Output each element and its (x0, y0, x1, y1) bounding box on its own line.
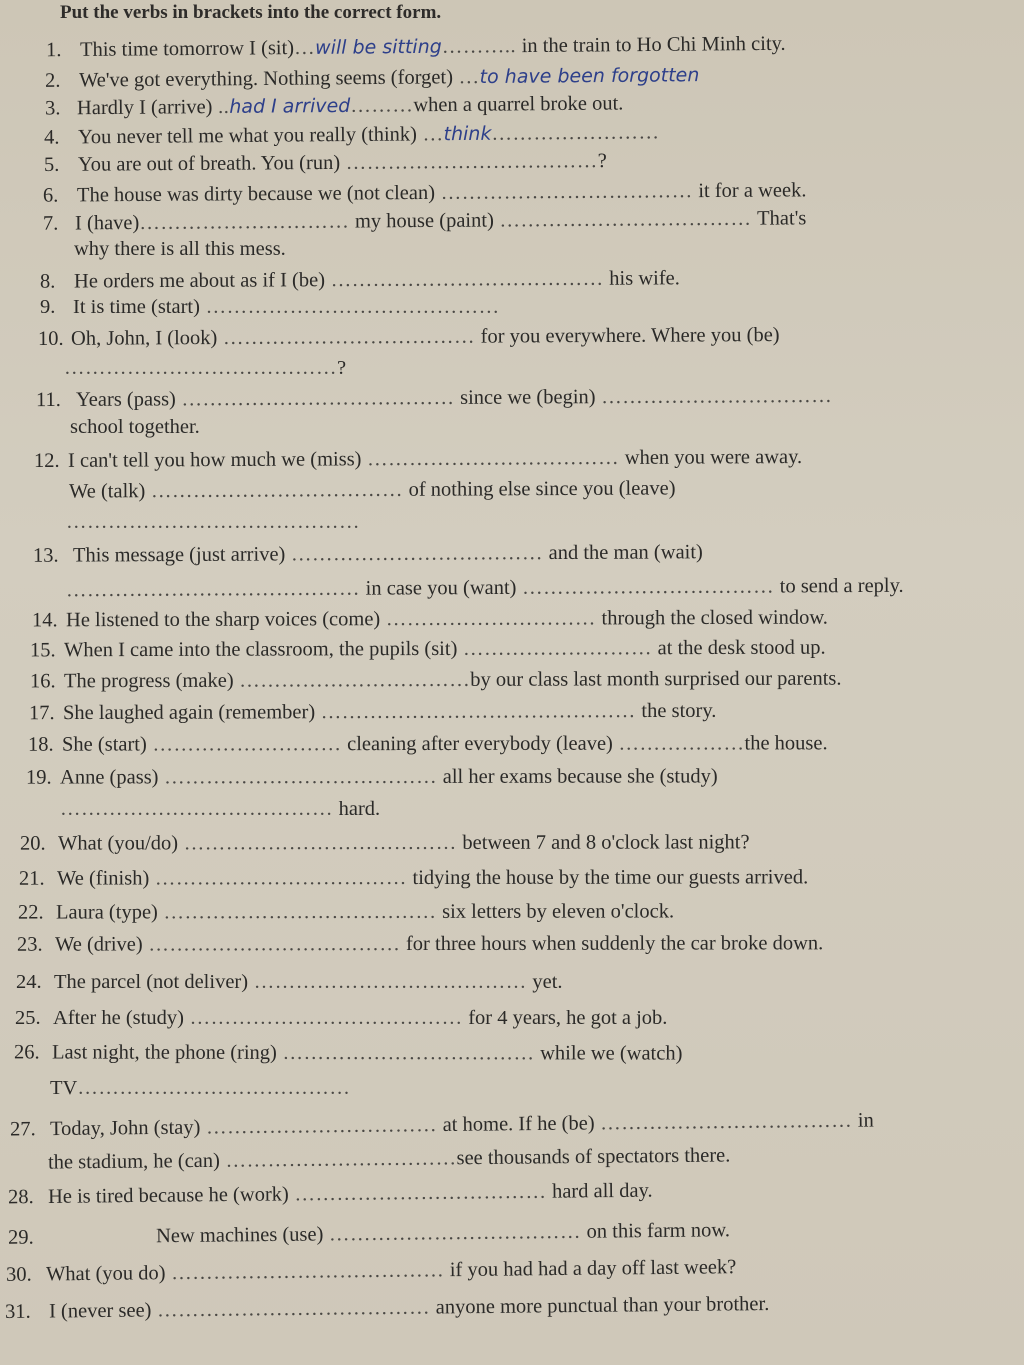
question-13: 13. This message (just arrive) ……………………………… and the man (wait) (32, 541, 703, 567)
question-15: 15. When I came into the classroom, the pupils (sit) ……………………… at the desk stood up. (29, 636, 826, 662)
question-7-continued (74, 236, 286, 262)
question-text: What (you do) (45, 1262, 166, 1286)
question-text-end: the house. (744, 732, 828, 755)
question-text-continued-end: of nothing else since you (leave) (408, 477, 676, 501)
question-16: 16. The progress (make) ……………………………by our class last month surprised our parents. (29, 667, 842, 693)
question-text-end: and the man (wait) (548, 541, 703, 565)
question-text: The house was dirty because we (not clean) (76, 181, 436, 207)
question-text: The progress (make) (63, 669, 234, 693)
question-text-end: all her exams because she (study) (442, 765, 718, 788)
question-31: 31. I (never see) ………………………………… anyone more punctual than your brother. (4, 1292, 770, 1324)
handwritten-answer: will be sitting (315, 35, 442, 59)
question-text: Last night, the phone (ring) (51, 1041, 277, 1064)
question-text-end: on this farm now. (586, 1219, 731, 1243)
question-text-end: anyone more punctual than your brother. (435, 1292, 770, 1319)
question-text: I can't tell you how much we (miss) (67, 448, 362, 472)
question-24: 24. The parcel (not deliver) ………………………………… yet. (16, 971, 563, 993)
handwritten-answer: think (443, 122, 492, 146)
question-text-end: in the train to Ho Chi Minh city. (521, 32, 786, 58)
question-20: 20. What (you/do) ………………………………… between 7 and 8 o'clock last night? (19, 831, 750, 855)
question-6: 6. The house was dirty because we (not clean) ……………………………… it for a week. (42, 179, 807, 207)
question-1: 1. This time tomorrow I (sit)…will be sitting……….. in the train to Ho Chi Minh city. (45, 32, 786, 62)
question-text-end: between 7 and 8 o'clock last night? (462, 831, 750, 854)
question-text-end: for three hours when suddenly the car broke down. (405, 932, 824, 956)
question-text: This message (just arrive) (72, 543, 286, 567)
question-7: 7. I (have)………………………… my house (paint) ……………………………… That's (42, 207, 807, 235)
question-3: 3. Hardly I (arrive) ..had I arrived………when a quarrel broke out. (44, 92, 624, 120)
handwritten-answer: had I arrived (229, 94, 351, 118)
question-text: New machines (use) (155, 1223, 324, 1248)
question-number: 6. (42, 184, 59, 207)
question-text-middle: at home. If he (be) (442, 1112, 595, 1136)
question-27: 27. Today, John (stay) …………………………… at home. If he (be) ……………………………… in (9, 1109, 874, 1141)
question-text-continued: hard. (338, 798, 381, 820)
question-number: 16. (29, 670, 56, 693)
question-number: 31. (4, 1300, 31, 1324)
question-text: We (finish) (56, 867, 150, 890)
question-text: Anne (pass) (59, 766, 159, 789)
question-text-continued-end: see thousands of spectators there. (456, 1144, 731, 1170)
question-9: 9. It is time (start) …………………………………… (40, 296, 500, 318)
question-28: 28. He is tired because he (work) ……………………………… hard all day. (7, 1179, 653, 1209)
question-text: Hardly I (arrive) (76, 96, 213, 120)
question-text: The parcel (not deliver) (54, 971, 249, 993)
question-number: 10. (37, 327, 64, 350)
question-text-continued: why there is all this mess. (74, 238, 286, 260)
question-text: He listened to the sharp voices (come) (65, 608, 381, 632)
question-2: 2. We've got everything. Nothing seems (forget) …to have been forgotten (44, 64, 700, 92)
question-text-end: when you were away. (624, 445, 803, 469)
question-number: 2. (44, 69, 61, 92)
question-22: 22. Laura (type) ………………………………… six letters by eleven o'clock. (17, 900, 675, 924)
question-26: 26. Last night, the phone (ring) ……………………………… while we (watch) (13, 1041, 683, 1065)
question-number: 29. (7, 1226, 34, 1249)
question-number: 15. (29, 639, 56, 662)
question-number: 28. (7, 1186, 34, 1209)
question-23: 23. We (drive) ……………………………… for three hours when suddenly the car broke down. (16, 932, 824, 956)
question-number: 26. (13, 1041, 40, 1064)
question-text-end: while we (watch) (540, 1042, 683, 1065)
question-number: 24. (16, 971, 42, 993)
question-text: This time tomorrow I (sit) (79, 37, 295, 61)
question-text: He is tired because he (work) (47, 1183, 289, 1208)
question-text-end: yet. (532, 971, 563, 993)
question-number: 18. (27, 733, 54, 756)
question-18: 18. She (start) ……………………… cleaning after everybody (leave) ………………the house. (27, 732, 828, 756)
question-11-continued (70, 414, 200, 440)
question-text: You are out of breath. You (run) (77, 151, 341, 176)
question-text: Oh, John, I (look) (70, 327, 218, 350)
question-number: 22. (17, 901, 44, 924)
question-12-continued: We (talk) ……………………………… of nothing else since you (leave) (68, 477, 676, 503)
question-text-end: for you everywhere. Where you (be) (480, 324, 780, 348)
question-number: 27. (9, 1118, 36, 1141)
question-text-end: the story. (641, 699, 717, 723)
question-26-continued: TV………………………………… (50, 1077, 351, 1099)
question-number: 9. (40, 296, 56, 318)
question-text-continued: school together. (70, 416, 200, 438)
question-text: Laura (type) (55, 901, 158, 924)
question-text: She laughed again (remember) (62, 701, 316, 725)
question-text: I (have) (74, 211, 140, 235)
question-text: Today, John (stay) (49, 1116, 201, 1141)
question-5: 5. You are out of breath. You (run) ………………………………? (43, 150, 607, 176)
question-text-continued: ? (337, 357, 347, 379)
question-text-end: tidying the house by the time our guests arrived. (412, 866, 809, 890)
question-10-continued: …………………………………? (64, 357, 347, 379)
question-number: 3. (44, 97, 61, 120)
question-text-end: ? (597, 150, 607, 173)
question-text-middle: since we (begin) (460, 386, 596, 409)
question-text: I (never see) (48, 1299, 152, 1323)
question-19: 19. Anne (pass) ………………………………… all her exams because she (study) (25, 765, 718, 789)
question-8: 8. He orders me about as if I (be) ………………………………… his wife. (39, 267, 680, 293)
question-12: 12. I can't tell you how much we (miss) ……………………………… when you were away. (33, 445, 803, 473)
question-text-end: when a quarrel broke out. (413, 92, 624, 117)
question-text: We (drive) (54, 933, 143, 956)
question-text-end: if you had had a day off last week? (449, 1256, 737, 1282)
question-text: You never tell me what you really (think) (77, 123, 418, 149)
question-text-end: at the desk stood up. (657, 636, 826, 660)
question-number: 13. (32, 544, 59, 567)
handwritten-answer: to have been forgotten (479, 64, 700, 89)
question-number: 12. (33, 449, 60, 473)
question-text-end: it for a week. (698, 179, 807, 203)
question-text-continued-end: to send a reply. (779, 574, 904, 598)
question-number: 21. (18, 867, 45, 890)
question-text: What (you/do) (57, 832, 179, 855)
question-number: 19. (25, 766, 52, 789)
question-14: 14. He listened to the sharp voices (come) ………………………… through the closed window. (31, 606, 828, 632)
question-29: 29. New machines (use) ……………………………… on this farm now. (7, 1219, 731, 1249)
question-text: He orders me about as if I (be) (73, 269, 326, 293)
question-text-middle: cleaning after everybody (leave) (347, 732, 613, 756)
question-number: 11. (35, 388, 61, 412)
question-number: 17. (28, 702, 55, 725)
question-27-continued: the stadium, he (can) ……………………………see thousands of spectators there. (47, 1144, 731, 1174)
question-number: 25. (15, 1007, 41, 1029)
question-number: 30. (5, 1263, 32, 1286)
question-text-end: by our class last month surprised our parents. (470, 667, 842, 691)
question-text-continued: We (talk) (68, 480, 146, 503)
question-text: Years (pass) (75, 388, 176, 411)
question-21: 21. We (finish) ……………………………… tidying the house by the time our guests arrived. (18, 866, 809, 890)
question-17: 17. She laughed again (remember) ……………………………………… the story. (28, 699, 717, 725)
question-text: We've got everything. Nothing seems (forget) (78, 66, 454, 92)
question-number: 8. (39, 270, 56, 293)
worksheet-heading: Put the verbs in brackets into the correct form. (60, 2, 442, 23)
question-text: When I came into the classroom, the pupils (sit) (63, 637, 458, 662)
question-number: 7. (42, 212, 59, 235)
question-12-blank: …………………………………… (66, 511, 360, 533)
question-text-end: in (857, 1109, 874, 1132)
question-number: 20. (19, 832, 46, 855)
question-number: 1. (45, 39, 62, 62)
question-13-continued: …………………………………… in case you (want) ……………………………… to send a reply. (65, 574, 904, 602)
question-text-continued: the stadium, he (can) (47, 1149, 221, 1174)
question-text: She (start) (61, 733, 147, 756)
question-text: It is time (start) (73, 296, 200, 318)
question-text-end: That's (757, 207, 807, 230)
question-number: 4. (43, 126, 60, 149)
question-text-end: six letters by eleven o'clock. (442, 900, 675, 923)
question-text-end: through the closed window. (601, 606, 828, 630)
question-30: 30. What (you do) ………………………………… if you had had a day off last week? (5, 1256, 737, 1286)
question-4: 4. You never tell me what you really (think) …think…………………… (43, 121, 660, 149)
question-text-end: hard all day. (551, 1179, 653, 1203)
question-number: 5. (43, 153, 60, 176)
question-text-continued: in case you (want) (365, 576, 517, 600)
question-10: 10. Oh, John, I (look) ……………………………… for you everywhere. Where you (be) (37, 324, 780, 350)
question-number: 23. (16, 933, 43, 956)
question-25: 25. After he (study) ………………………………… for 4 years, he got a job. (15, 1007, 668, 1029)
question-text: After he (study) (53, 1007, 184, 1029)
question-19-continued: ………………………………… hard. (60, 798, 381, 820)
question-11: 11. Years (pass) ………………………………… since we (begin) …………………………… (35, 384, 833, 412)
question-text-end: his wife. (609, 267, 680, 290)
question-text-middle: my house (paint) (354, 209, 494, 233)
question-text-end: for 4 years, he got a job. (468, 1007, 668, 1029)
question-text-continued: TV (50, 1077, 78, 1099)
question-number: 14. (31, 609, 58, 632)
